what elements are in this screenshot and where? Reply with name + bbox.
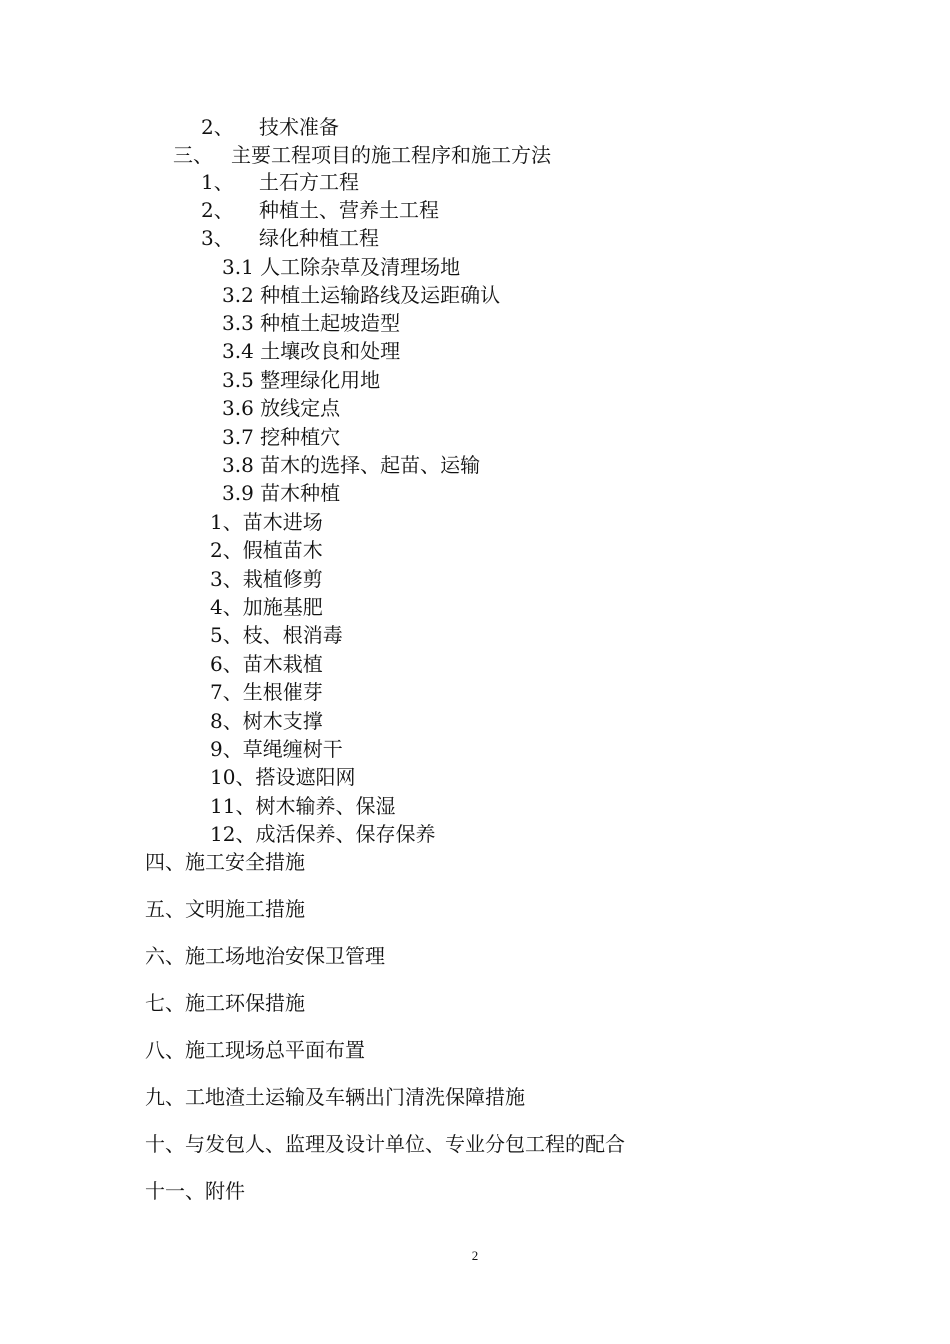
toc-section: 六、施工场地治安保卫管理 — [145, 944, 385, 968]
toc-section: 十一、附件 — [145, 1179, 245, 1203]
toc-entry: 3.9 苗木种植 — [222, 481, 341, 505]
toc-entry: 3.6 放线定点 — [222, 396, 341, 420]
toc-entry-number: 3、 — [201, 226, 234, 250]
toc-section: 四、施工安全措施 — [145, 850, 305, 874]
toc-entry-number: 2、 — [201, 115, 234, 139]
toc-entry: 2、假植苗木 — [210, 538, 323, 562]
toc-entry: 3.3 种植土起坡造型 — [222, 311, 401, 335]
toc-entry — [173, 143, 551, 167]
toc-entry-text: 主要工程项目的施工程序和施工方法 — [231, 143, 551, 167]
toc-section: 七、施工环保措施 — [145, 991, 305, 1015]
toc-entry-text: 土石方工程 — [259, 170, 359, 194]
toc-entry-number: 2、 — [201, 198, 234, 222]
toc-entry: 4、加施基肥 — [210, 595, 323, 619]
toc-entry: 11、树木输养、保湿 — [210, 794, 396, 818]
toc-entry: 3.8 苗木的选择、起苗、运输 — [222, 453, 481, 477]
toc-entry — [201, 198, 439, 222]
toc-entry: 3.1 人工除杂草及清理场地 — [222, 255, 461, 279]
toc-entry-text: 技术准备 — [259, 115, 339, 139]
toc-entry — [201, 226, 379, 250]
toc-section: 八、施工现场总平面布置 — [145, 1038, 365, 1062]
page-number: 2 — [471, 1248, 479, 1263]
toc-entry: 7、生根催芽 — [210, 680, 323, 704]
toc-section: 九、工地渣土运输及车辆出门清洗保障措施 — [145, 1085, 525, 1109]
toc-entry-text: 绿化种植工程 — [259, 226, 379, 250]
toc-entry: 9、草绳缠树干 — [210, 737, 343, 761]
toc-entry: 8、树木支撑 — [210, 709, 323, 733]
toc-entry: 3、栽植修剪 — [210, 567, 323, 591]
toc-section: 五、文明施工措施 — [145, 897, 305, 921]
toc-entry: 6、苗木栽植 — [210, 652, 323, 676]
toc-entry: 3.4 土壤改良和处理 — [222, 339, 401, 363]
toc-entry-number: 三、 — [173, 143, 213, 167]
toc-entry: 3.7 挖种植穴 — [222, 425, 341, 449]
toc-entry — [201, 170, 359, 194]
toc-entry: 12、成活保养、保存保养 — [210, 822, 436, 846]
toc-entry-text: 种植土、营养土工程 — [259, 198, 439, 222]
toc-entry: 10、搭设遮阳网 — [210, 765, 356, 789]
toc-entry: 5、枝、根消毒 — [210, 623, 343, 647]
toc-entry: 3.5 整理绿化用地 — [222, 368, 381, 392]
toc-entry-number: 1、 — [201, 170, 234, 194]
toc-section: 十、与发包人、监理及设计单位、专业分包工程的配合 — [145, 1132, 625, 1156]
toc-entry: 3.2 种植土运输路线及运距确认 — [222, 283, 501, 307]
toc-entry — [201, 115, 339, 139]
toc-entry: 1、苗木进场 — [210, 510, 323, 534]
